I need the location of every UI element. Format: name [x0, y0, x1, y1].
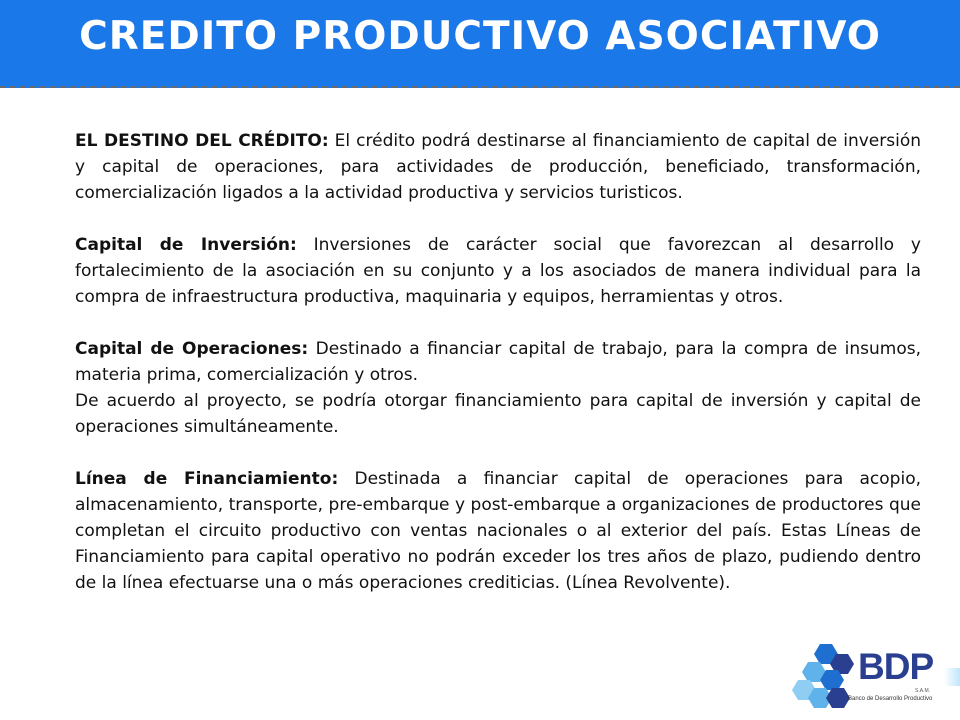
section-heading: EL DESTINO DEL CRÉDITO: [75, 131, 329, 151]
bdp-logo [772, 620, 960, 720]
section-heading: Línea de Financiamiento: [75, 469, 339, 489]
section-heading: Capital de Operaciones: [75, 339, 309, 359]
logo-wordmark: BDP [858, 646, 934, 687]
logo-sam: S.A.M. [915, 688, 931, 694]
section-capital-operaciones [75, 336, 921, 388]
logo-glow [944, 668, 960, 686]
section-text: Destinado a financiar capital de trabajo, para la compra de insumos, materia prima, comercialización y otros. [75, 339, 922, 385]
section-capital-inversion [75, 232, 921, 310]
slide-title: CREDITO PRODUCTIVO ASOCIATIVO [79, 14, 881, 59]
section-destino [75, 128, 921, 206]
section-text: Inversiones de carácter social que favorezcan al desarrollo y fortalecimiento de la asociación en su conjunto y a los asociados de manera individual para la compra de infraestructura productiva, maquinaria y equipos, herramientas y otros. [75, 235, 921, 307]
section-note: De acuerdo al proyecto, se podría otorgar financiamiento para capital de inversión y capital de operaciones simultáneamente. [75, 391, 921, 437]
title-bar [0, 0, 960, 88]
section-text: Destinada a financiar capital de operaciones para acopio, almacenamiento, transporte, pre-embarque y post-embarque a organizaciones de productores que completan el circuito productivo con ventas nacionales o al exterior del país. Estas Líneas de Financiamiento para capital operativo no podrán exceder los tres años de plazo, pudiendo dentro de la línea efectuarse una o más operaciones crediticias. (Línea Revolvente). [75, 469, 921, 593]
hexagon-cluster-icon [792, 642, 856, 712]
section-text: El crédito podrá destinarse al financiamiento de capital de inversión y capital de operaciones, para actividades de producción, beneficiado, transformación, comercialización ligados a la actividad productiva y servicios turisticos. [75, 131, 921, 203]
content-body [75, 128, 921, 596]
section-heading: Capital de Inversión: [75, 235, 297, 255]
section-linea-financiamiento [75, 466, 921, 596]
logo-subtitle: Banco de Desarrollo Productivo [848, 696, 933, 702]
